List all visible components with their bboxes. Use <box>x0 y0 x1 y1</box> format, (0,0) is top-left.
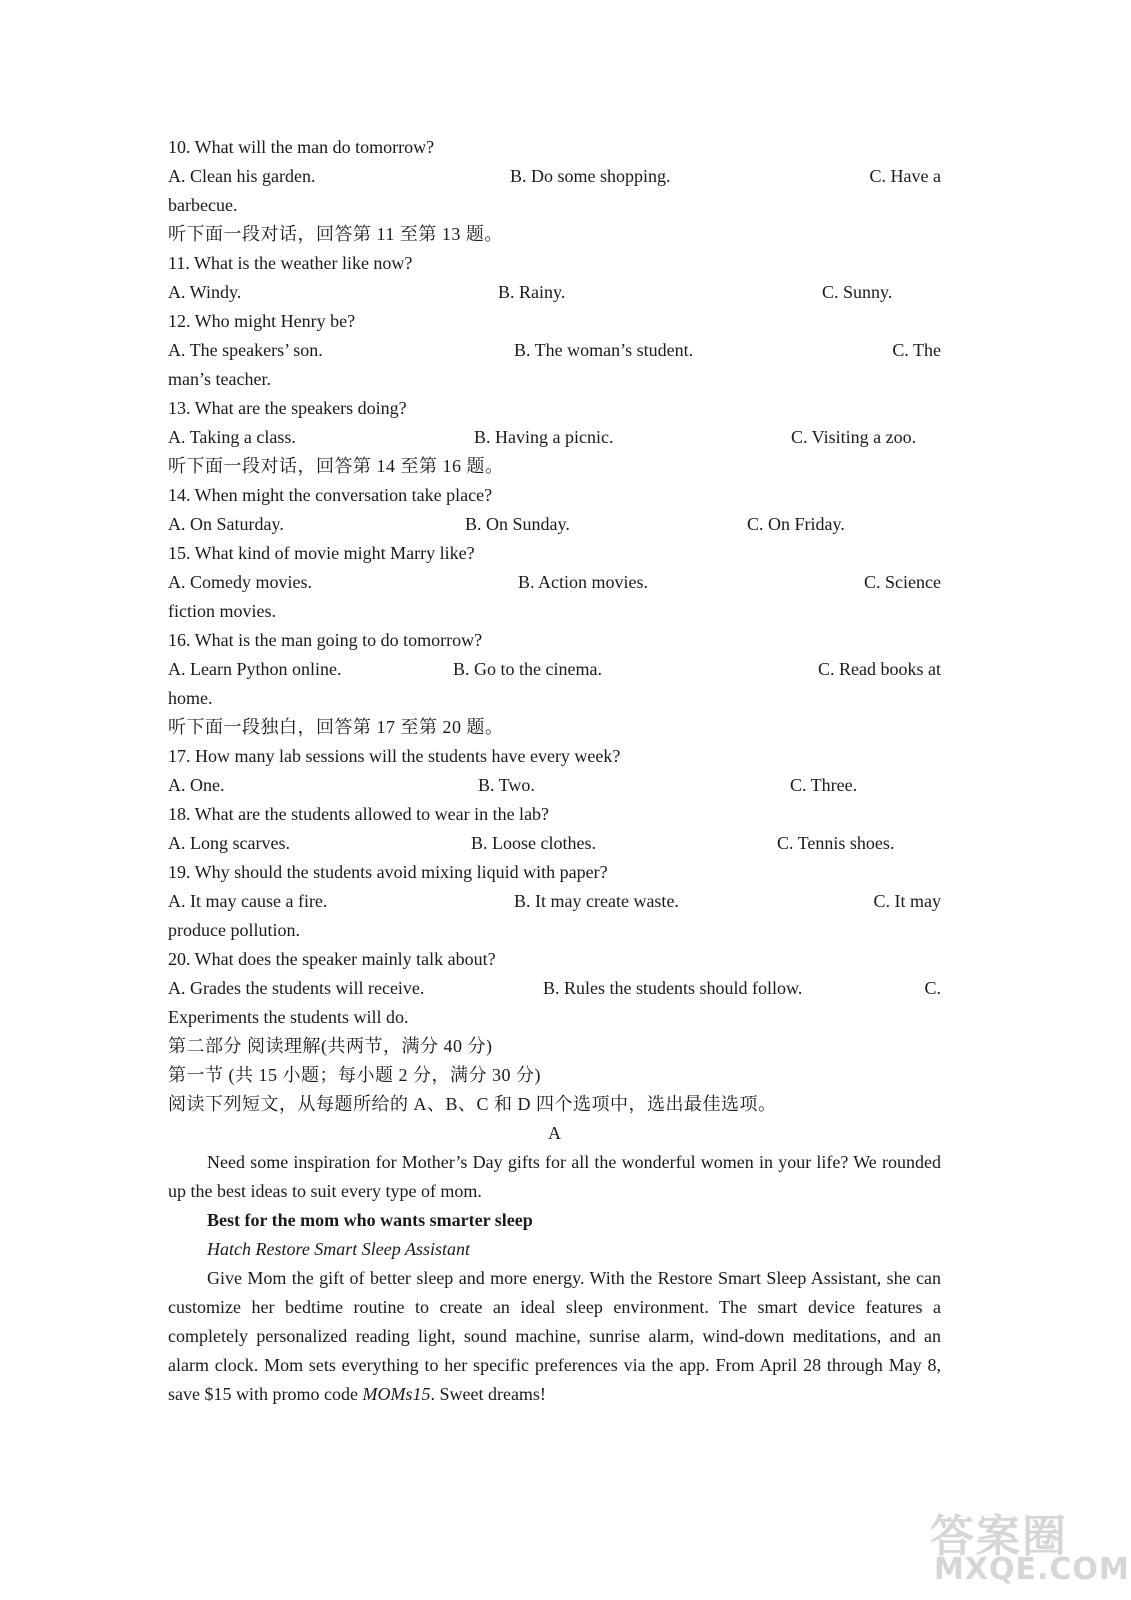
section-instruction: 听下面一段对话，回答第 14 至第 16 题。 <box>168 456 504 476</box>
passage-body <box>168 1264 941 1409</box>
option-c-continued: home. <box>168 688 213 708</box>
option-c: C. Have a <box>869 166 941 186</box>
option-c: C. Three. <box>790 775 858 795</box>
option-c: C. On Friday. <box>747 514 845 534</box>
option-a: A. Learn Python online. <box>168 659 342 679</box>
option-c: C. Tennis shoes. <box>777 833 895 853</box>
options-11 <box>168 278 941 307</box>
options-12 <box>168 336 941 365</box>
question-14: 14. When might the conversation take place? <box>168 485 493 505</box>
options-14 <box>168 510 941 539</box>
passage-heading: Best for the mom who wants smarter sleep <box>207 1210 533 1230</box>
option-b: B. Having a picnic. <box>474 427 614 447</box>
options-20 <box>168 974 941 1003</box>
option-c-continued: fiction movies. <box>168 601 276 621</box>
question-20: 20. What does the speaker mainly talk about? <box>168 949 496 969</box>
option-c-continued: man’s teacher. <box>168 369 271 389</box>
body-text: Give Mom the gift of better sleep and more energy. With the Restore Smart Sleep Assistant, she can customize her bedtime routine to create an ideal sleep environment. The smart device features a completely personalized reading light, sound machine, sunrise alarm, wind-down meditations, and an alarm clock. Mom sets everything to her specific preferences via the app. From April 28 through May 8, save $15 with promo code <box>168 1268 941 1404</box>
section-instruction: 听下面一段独白，回答第 17 至第 20 题。 <box>168 717 504 737</box>
question-17: 17. How many lab sessions will the students have every week? <box>168 746 621 766</box>
option-c: C. The <box>892 340 941 360</box>
option-c: C. <box>924 978 941 998</box>
part-title: 第二部分 阅读理解(共两节，满分 40 分) <box>168 1036 493 1056</box>
option-a: A. Grades the students will receive. <box>168 978 425 998</box>
reading-instructions: 阅读下列短文，从每题所给的 A、B、C 和 D 四个选项中，选出最佳选项。 <box>168 1094 777 1114</box>
option-a: A. Clean his garden. <box>168 166 316 186</box>
section-instruction: 听下面一段对话，回答第 11 至第 13 题。 <box>168 224 503 244</box>
options-16 <box>168 655 941 684</box>
options-18 <box>168 829 941 858</box>
options-17 <box>168 771 941 800</box>
option-c: C. It may <box>873 891 941 911</box>
option-a: A. On Saturday. <box>168 514 284 534</box>
option-b: B. Two. <box>478 775 535 795</box>
option-c-continued: Experiments the students will do. <box>168 1007 409 1027</box>
watermark-text: 答案圈 <box>930 1511 1068 1562</box>
option-b: B. The woman’s student. <box>514 340 694 360</box>
option-a: A. One. <box>168 775 225 795</box>
options-19 <box>168 887 941 916</box>
question-12: 12. Who might Henry be? <box>168 311 356 331</box>
option-c-continued: produce pollution. <box>168 920 300 940</box>
option-c: C. Read books at <box>818 659 941 679</box>
options-13 <box>168 423 941 452</box>
passage-label: A <box>548 1123 561 1143</box>
option-a: A. Windy. <box>168 282 242 302</box>
question-11: 11. What is the weather like now? <box>168 253 413 273</box>
option-a: A. Comedy movies. <box>168 572 312 592</box>
question-10: 10. What will the man do tomorrow? <box>168 137 435 157</box>
option-a: A. Long scarves. <box>168 833 290 853</box>
option-b: B. Loose clothes. <box>471 833 596 853</box>
watermark-domain: MXQE.COM <box>934 1552 1130 1587</box>
option-c: C. Sunny. <box>822 282 893 302</box>
product-name: Hatch Restore Smart Sleep Assistant <box>207 1239 470 1259</box>
option-b: B. Go to the cinema. <box>453 659 602 679</box>
options-10 <box>168 162 941 191</box>
option-b: B. Do some shopping. <box>510 166 671 186</box>
section-title: 第一节 (共 15 小题；每小题 2 分，满分 30 分) <box>168 1065 541 1085</box>
option-b: B. It may create waste. <box>514 891 679 911</box>
exam-page <box>168 133 941 1409</box>
option-b: B. Action movies. <box>518 572 648 592</box>
option-c: C. Science <box>864 572 941 592</box>
option-b: B. Rainy. <box>498 282 566 302</box>
option-c-continued: barbecue. <box>168 195 238 215</box>
question-18: 18. What are the students allowed to wear in the lab? <box>168 804 550 824</box>
question-16: 16. What is the man going to do tomorrow? <box>168 630 483 650</box>
option-a: A. It may cause a fire. <box>168 891 328 911</box>
question-19: 19. Why should the students avoid mixing liquid with paper? <box>168 862 608 882</box>
option-c: C. Visiting a zoo. <box>791 427 917 447</box>
question-15: 15. What kind of movie might Marry like? <box>168 543 475 563</box>
passage-intro: Need some inspiration for Mother’s Day gifts for all the wonderful women in your life? We rounded up the best ideas to suit every type of mom. <box>168 1152 941 1201</box>
question-13: 13. What are the speakers doing? <box>168 398 407 418</box>
body-text-end: . Sweet dreams! <box>430 1384 546 1404</box>
option-b: B. Rules the students should follow. <box>543 978 803 998</box>
promo-code: MOMs15 <box>362 1384 431 1404</box>
option-a: A. Taking a class. <box>168 427 296 447</box>
watermark-logo <box>930 1500 1130 1595</box>
options-15 <box>168 568 941 597</box>
option-b: B. On Sunday. <box>465 514 570 534</box>
option-a: A. The speakers’ son. <box>168 340 323 360</box>
